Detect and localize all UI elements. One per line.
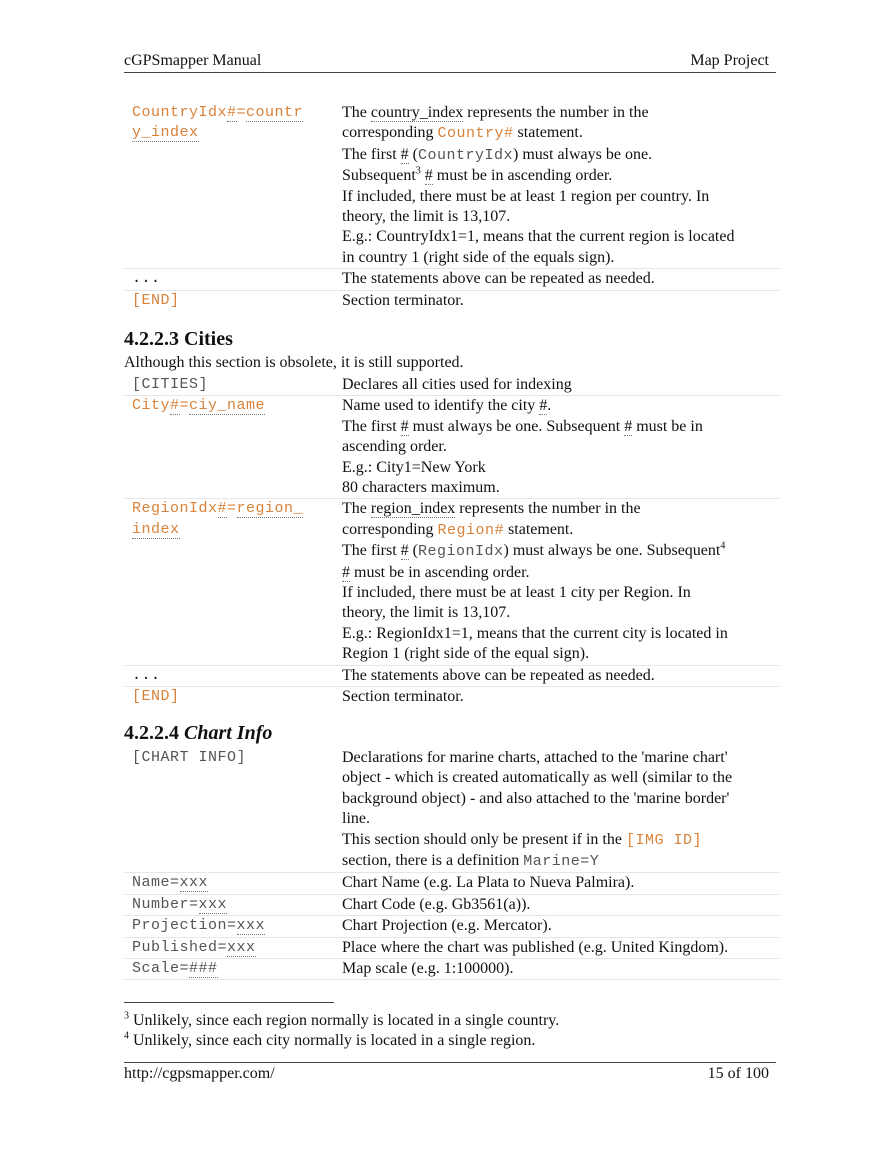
- spec-description: Section terminator.: [342, 688, 464, 706]
- spec-key: ...: [124, 269, 342, 290]
- spec-key: RegionIdx#=region_ index: [124, 499, 342, 665]
- header-section: Map Project: [690, 52, 769, 69]
- spec-description: The statements above can be repeated as needed.: [342, 665, 780, 686]
- spec-key: Scale=###: [124, 959, 342, 980]
- spec-description: The region_index represents the number in the corresponding Region# statement. The first # (RegionIdx) must always be one. Subsequent$^4$ # must be in ascending order. If included, there must be at least 1 city per Region. In theory, the limit is 13,107. E.g.: RegionIdx1=1, means that the current city is located in Region 1 (right side of the equal sign).: [342, 499, 780, 665]
- header-title: cGPSmapper Manual: [124, 52, 262, 69]
- page-header: [124, 50, 776, 73]
- table-row: [124, 687, 780, 708]
- spec-key: [CITIES]: [124, 375, 342, 396]
- spec-description: The country_index represents the number in the corresponding Country# statement. The first # (CountryIdx) must always be one. Subsequent$^3$ # must be in ascending order. If included, there must be at least 1 region per country. In theory, the limit is 13,107. E.g.: CountryIdx1=1, means that the current region is located in country 1 (right side of the equals sign).: [342, 103, 780, 269]
- spec-description: Declares all cities used for indexing: [342, 375, 780, 396]
- spec-description: Section terminator.: [342, 291, 464, 309]
- table-row: [124, 748, 780, 873]
- region-spec-table: [124, 103, 780, 311]
- spec-description: Chart Name (e.g. La Plata to Nueva Palmira).: [342, 873, 780, 894]
- table-row: [124, 103, 780, 269]
- table-row: [124, 916, 780, 937]
- spec-description: The statements above can be repeated as needed.: [342, 269, 780, 290]
- table-row: [124, 959, 780, 980]
- spec-description: Name used to identify the city #. The first # must always be one. Subsequent # must be in ascending order. E.g.: City1=New York 80 characters maximum.: [342, 396, 780, 499]
- footer-url[interactable]: http://cgpsmapper.com/: [124, 1065, 275, 1082]
- table-row: [124, 375, 780, 396]
- table-row: [124, 665, 780, 686]
- spec-key: Projection=xxx: [124, 916, 342, 937]
- spec-key: Published=xxx: [124, 937, 342, 958]
- page-footer: [124, 1062, 776, 1082]
- footnote-4: $^4$ Unlikely, since each city normally is located in a single region.: [124, 1030, 536, 1049]
- table-row: [124, 290, 780, 311]
- table-row: [124, 499, 780, 665]
- table-row: [124, 937, 780, 958]
- spec-key: [END]: [132, 291, 180, 309]
- spec-key: [END]: [132, 688, 180, 706]
- spec-description: Chart Projection (e.g. Mercator).: [342, 916, 780, 937]
- table-row: [124, 269, 780, 290]
- spec-key: City#=ciy_name: [124, 396, 342, 499]
- chart-info-spec-table: [124, 748, 780, 980]
- spec-description: Place where the chart was published (e.g. United Kingdom).: [342, 937, 780, 958]
- section-heading-chart-info: 4.2.2.4 Chart Info: [124, 722, 273, 744]
- footnote-3: $^3$ Unlikely, since each region normally is located in a single country.: [124, 1010, 560, 1029]
- spec-description: Declarations for marine charts, attached to the 'marine chart' object - which is created automatically as well (similar to the background object) - and also attached to the 'marine border' line. This section should only be present if in the [IMG ID] section, there is a definition Marine=Y: [342, 748, 780, 873]
- table-row: [124, 894, 780, 915]
- section-heading-cities: 4.2.2.3 Cities: [124, 328, 233, 350]
- page-number: 15 of 100: [707, 1065, 769, 1082]
- table-row: [124, 396, 780, 499]
- spec-description: Chart Code (e.g. Gb3561(a)).: [342, 894, 780, 915]
- spec-key: [CHART INFO]: [124, 748, 342, 873]
- spec-key: CountryIdx#=countr y_index: [124, 103, 342, 269]
- section-intro: Although this section is obsolete, it is still supported.: [124, 354, 464, 371]
- cities-spec-table: [124, 375, 780, 708]
- footnote-separator: [124, 1002, 334, 1003]
- spec-key: Name=xxx: [124, 873, 342, 894]
- spec-description: Map scale (e.g. 1:100000).: [342, 959, 780, 980]
- table-row: [124, 873, 780, 894]
- spec-key: ...: [124, 665, 342, 686]
- spec-key: Number=xxx: [124, 894, 342, 915]
